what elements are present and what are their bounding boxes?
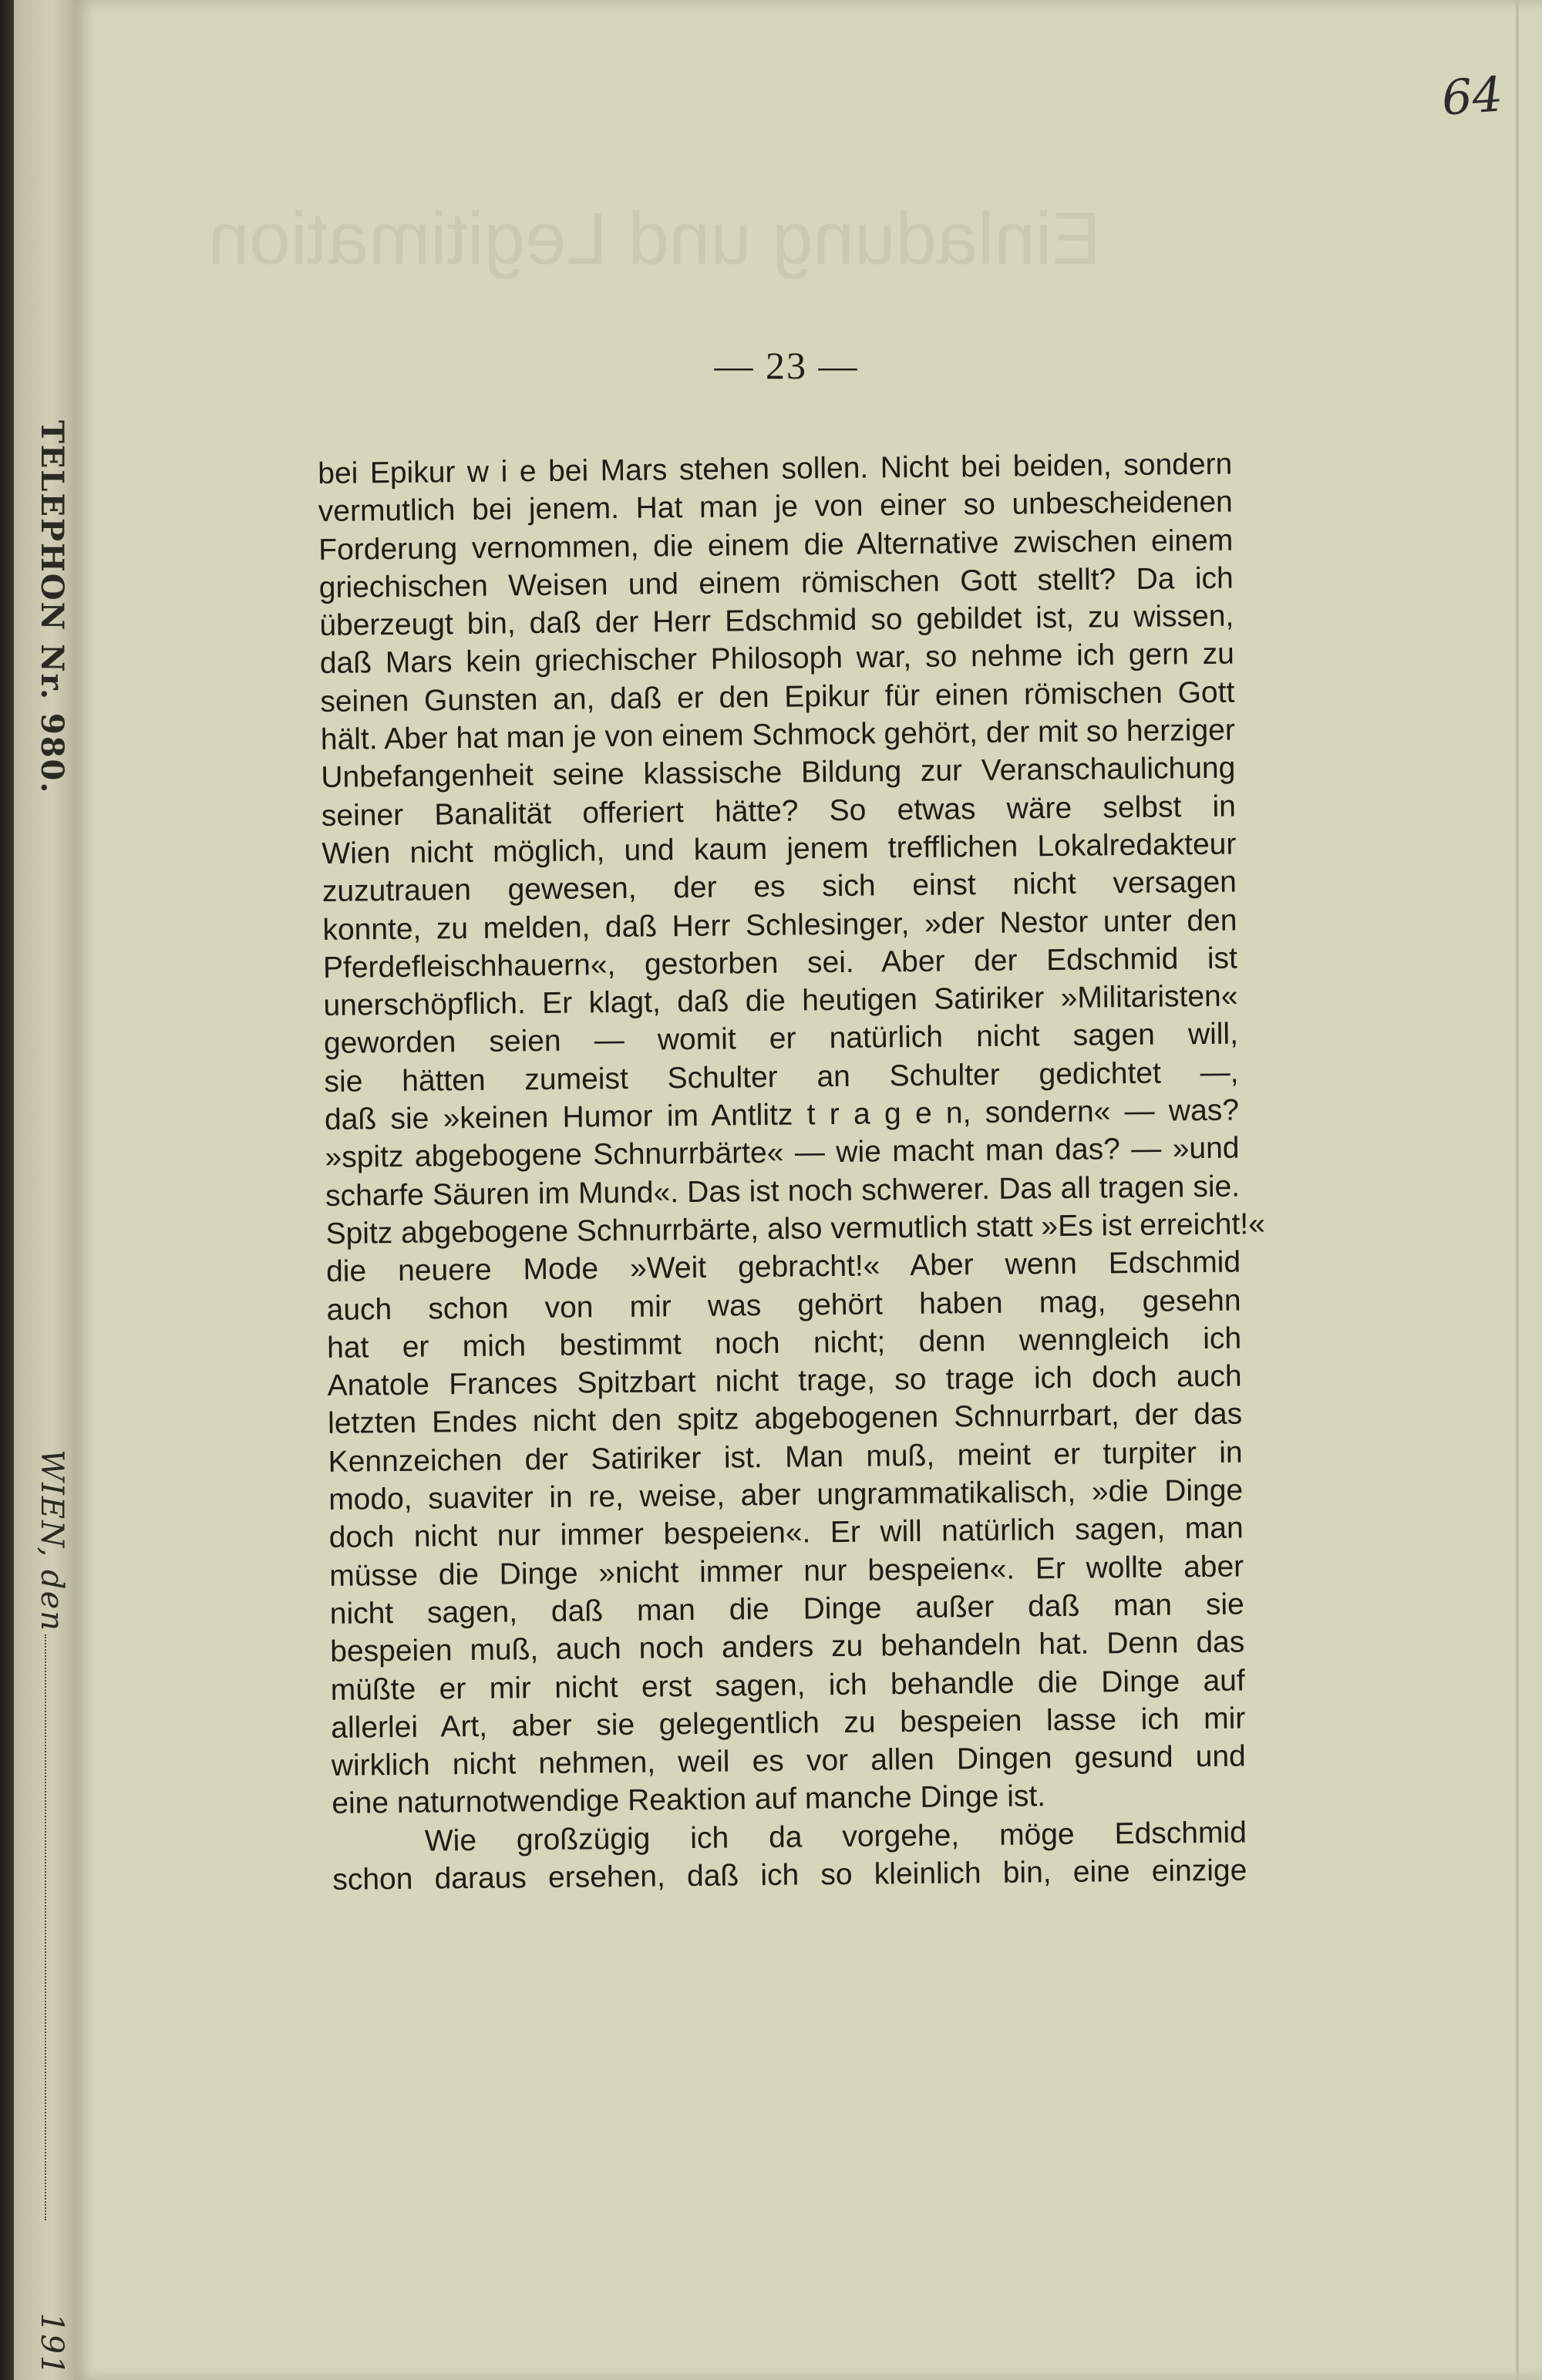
text-line: letzten Endes nicht den spitz abgebogenen Schnurrbart, der das: [327, 1397, 1243, 1441]
text-line: Unbefangenheit seine klassische Bildung zur Veranschaulichung: [321, 751, 1236, 795]
text-line: modo, suaviter in re, weise, aber ungrammatikalisch, »die Dinge: [328, 1473, 1244, 1517]
text-line: daß sie »keinen Humor im Antlitz t r a g e n, sondern« — was?: [324, 1093, 1240, 1136]
text-line: geworden seien — womit er natürlich nicht sagen will,: [323, 1017, 1239, 1061]
text-line: seinen Gunsten an, daß er den Epikur für einen römischen Gott: [320, 675, 1235, 719]
text-line: Forderung vernommen, die einem die Alternative zwischen einem: [318, 523, 1234, 567]
text-line: nicht sagen, daß man die Dinge außer daß man sie: [329, 1587, 1244, 1631]
text-line: doch nicht nur immer bespeien«. Er will natürlich sagen, man: [328, 1511, 1244, 1555]
letterhead-dotted-line: [45, 1634, 48, 2220]
text-line: müßte er mir nicht erst sagen, ich behandle die Dinge auf: [330, 1663, 1245, 1707]
text-line: auch schon von mir was gehört haben mag, gesehn: [326, 1284, 1241, 1327]
text-line: Wien nicht möglich, und kaum jenem trefflichen Lokalredakteur: [322, 827, 1237, 870]
text-line: die neuere Mode »Weit gebracht!« Aber wenn Edschmid: [325, 1245, 1241, 1289]
text-line: Spitz abgebogene Schnurrbärte, also vermutlich statt »Es ist erreicht!«: [325, 1207, 1266, 1251]
text-line: bei Epikur w i e bei Mars stehen sollen. Nicht bei beiden, sondern: [318, 447, 1233, 490]
text-line: unerschöpflich. Er klagt, daß die heutigen Satiriker »Militaristen«: [323, 979, 1238, 1023]
text-line: wirklich nicht nehmen, weil es vor allen Dingen gesund und: [331, 1739, 1246, 1782]
text-line: Kennzeichen der Satiriker ist. Man muß, meint er turpiter in: [328, 1436, 1243, 1479]
text-line: hält. Aber hat man je von einem Schmock gehört, der mit so herziger: [320, 713, 1236, 757]
text-line: schon daraus ersehen, daß ich so kleinlich bin, eine einzige: [332, 1853, 1247, 1897]
text-line: sie hätten zumeist Schulter an Schulter gedichtet —,: [324, 1055, 1239, 1099]
text-line: konnte, zu melden, daß Herr Schlesinger, »der Nestor unter den: [322, 904, 1237, 947]
text-line: Pferdefleischhauern«, gestorben sei. Aber der Edschmid ist: [322, 941, 1238, 985]
handwritten-folio-number: 64: [1439, 66, 1505, 126]
text-line: zuzutrauen gewesen, der es sich einst nicht versagen: [322, 865, 1237, 909]
text-line: seiner Banalität offeriert hätte? So etwas wäre selbst in: [321, 789, 1237, 833]
text-line: hat er mich bestimmt noch nicht; denn wenngleich ich: [326, 1321, 1242, 1365]
letterhead-phone: TELEPHON Nr. 980.: [34, 420, 70, 795]
text-line: vermutlich bei jenem. Hat man je von einer so unbescheidenen: [318, 485, 1233, 529]
text-line: daß Mars kein griechischer Philosoph war, so nehme ich gern zu: [319, 638, 1234, 681]
letterhead-year: 191: [34, 2313, 69, 2377]
letterhead-place: WIEN, den: [34, 1449, 69, 1633]
text-line: Wie großzügig ich da vorgehe, möge Edschmid: [424, 1816, 1247, 1858]
text-line: griechischen Weisen und einem römischen Gott stellt? Da ich: [318, 561, 1234, 604]
text-line: eine naturnotwendige Reaktion auf manche Dinge ist.: [332, 1779, 1046, 1821]
text-line: Anatole Frances Spitzbart nicht trage, so trage ich doch auch: [327, 1359, 1242, 1403]
text-line: scharfe Säuren im Mund«. Das ist noch schwerer. Das all tragen sie.: [325, 1170, 1241, 1213]
page-number: — 23 —: [714, 344, 859, 387]
bleed-through-title: Einladung und Legitimation: [208, 197, 1102, 280]
text-line: allerlei Art, aber sie gelegentlich zu bespeien lasse ich mir: [331, 1702, 1246, 1745]
text-line: bespeien muß, auch noch anders zu behandeln hat. Denn das: [330, 1625, 1245, 1669]
text-line: »spitz abgebogene Schnurrbärte« — wie macht man das? — »und: [325, 1131, 1240, 1175]
body-text: [318, 446, 1266, 1900]
text-line: müsse die Dinge »nicht immer nur bespeien«. Er wollte aber: [329, 1550, 1244, 1593]
text-line: überzeugt bin, daß der Herr Edschmid so gebildet ist, zu wissen,: [319, 599, 1234, 643]
